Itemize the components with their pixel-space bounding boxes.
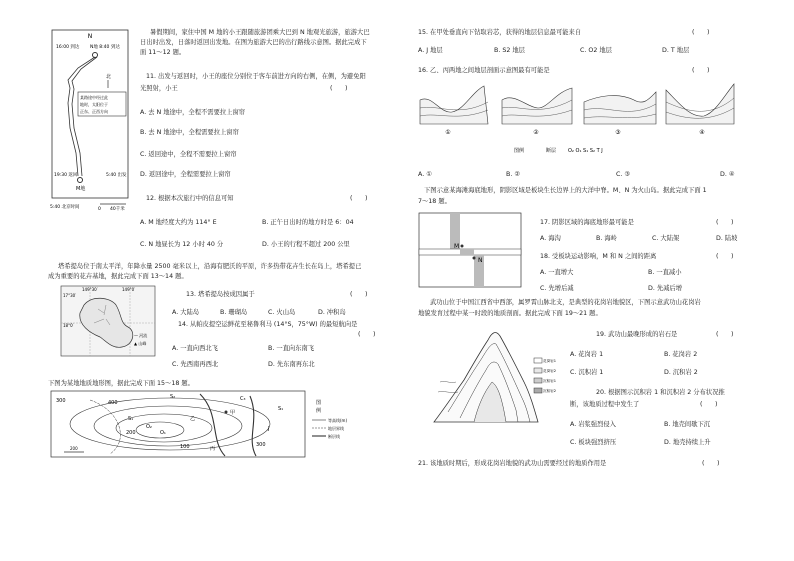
q20-stem: 20. 根据图示沉积岩 1 和沉积岩 2 分布状况推 (596, 389, 725, 396)
q17-option-b[interactable]: B. 海岭 (596, 235, 617, 242)
svg-text:300: 300 (256, 442, 266, 448)
q14-stem: 14. 从帕皮提空运鲜花至秘鲁利马 (14°S，75°W) 的最短航向是 (178, 321, 358, 328)
q11-stem-2: 光照射，小王 (140, 85, 178, 92)
granite-section (430, 322, 558, 426)
q14-option-a[interactable]: A. 一直向西北飞 (172, 345, 218, 352)
q11-option-a[interactable]: A. 去 N 地途中，全程不需要拉上窗帘 (140, 109, 246, 116)
q19-stem: 19. 武功山最晚形成的岩石是 (596, 331, 678, 338)
svg-text:40千米: 40千米 (110, 207, 125, 212)
svg-text:O₁: O₁ (160, 430, 166, 436)
q18-option-a[interactable]: A. 一直增大 (540, 269, 574, 276)
q18-stem: 18. 受板块运动影响，M 和 N 之间的距离 (540, 253, 657, 260)
q12-option-b[interactable]: B. 正午日出时的地方时是 6：04 (262, 219, 354, 226)
svg-text:断层线: 断层线 (328, 434, 340, 439)
q13-option-b[interactable]: B. 珊瑚岛 (220, 309, 248, 316)
q11-option-c[interactable]: C. 返回途中，全程不需要拉上窗帘 (140, 151, 237, 158)
island-map (60, 283, 156, 357)
sea-intro-2: 7～18 题。 (418, 198, 451, 205)
seafloor-map (418, 212, 522, 288)
svg-text:M: M (454, 243, 460, 250)
q19-option-a[interactable]: A. 花岗岩 1 (570, 351, 604, 358)
q15-paren: ( ) (692, 29, 710, 36)
profile-3 (584, 92, 656, 136)
q11-option-b[interactable]: B. 去 N 地途中，全程需要拉上窗帘 (140, 129, 239, 136)
svg-text:地层界线: 地层界线 (328, 426, 344, 431)
svg-text:例: 例 (316, 408, 322, 414)
svg-text:花岗岩1: 花岗岩1 (543, 359, 557, 363)
q17-option-a[interactable]: A. 海沟 (540, 235, 561, 242)
intro-line-2: 日出时出发，日落时返回出发地。在图为旅游大巴的出行路线示意图。据此完成下 (140, 39, 367, 46)
q20-option-d[interactable]: D. 地壳持续上升 (664, 439, 711, 446)
svg-text:200: 200 (126, 430, 136, 436)
q17-stem: 17. 阴影区域的海底地形最可能是 (540, 219, 634, 226)
profile-1 (420, 86, 488, 136)
svg-text:北: 北 (106, 74, 112, 80)
geologic-map (50, 390, 368, 460)
svg-text:200: 200 (70, 446, 78, 451)
svg-text:19:30 返回: 19:30 返回 (54, 173, 78, 178)
q16-paren: ( ) (692, 67, 710, 74)
q18-paren: ( ) (716, 253, 734, 260)
svg-text:图例: 图例 (514, 148, 525, 154)
q16-option-a[interactable]: A. ① (418, 171, 432, 178)
svg-text:花岗岩2: 花岗岩2 (543, 369, 557, 373)
svg-text:J: J (268, 426, 270, 432)
q21-stem: 21. 该地质时期后，形成花岗岩地貌的武功山需要经过的地质作用是 (418, 460, 607, 467)
q14-option-b[interactable]: B. 一直向东南飞 (268, 345, 315, 352)
q18-option-c[interactable]: C. 先增后减 (540, 285, 574, 292)
intro-line-1: 暑假期间，家住中国 M 地的小王跟随旅游团乘大巴到 N 地观光旅游，旅游大巴 (150, 29, 370, 36)
q20-option-c[interactable]: C. 板块强烈挤压 (570, 439, 617, 446)
q18-option-d[interactable]: D. 先减后增 (648, 285, 683, 292)
q20-option-a[interactable]: A. 岩浆强烈侵入 (570, 421, 616, 428)
profile-2 (502, 88, 572, 136)
q12-stem: 12. 根据本次旅行中的信息可知 (146, 195, 234, 202)
q14-paren: ( ) (358, 331, 376, 338)
svg-text:16:00 到达: 16:00 到达 (56, 45, 80, 50)
q13-stem: 13. 塔希提岛按成因属于 (186, 291, 255, 298)
q12-option-a[interactable]: A. M 地经度大约为 114° E (140, 219, 217, 226)
svg-text:正东、正西方向: 正东、正西方向 (80, 109, 108, 114)
q19-paren: ( ) (716, 331, 734, 338)
q12-option-d[interactable]: D. 小王的行程不超过 200 公里 (262, 241, 350, 248)
q20-paren: ( ) (700, 401, 718, 408)
svg-text:N: N (478, 257, 483, 264)
island-intro-2: 成为重要的花卉基地，据此完成下面 13～14 题。 (48, 273, 188, 280)
svg-text:O₂ O₁ S₁ S₂ T J: O₂ O₁ S₁ S₂ T J (568, 148, 603, 154)
svg-text:等高线(m): 等高线(m) (328, 418, 348, 423)
q17-paren: ( ) (716, 219, 734, 226)
q12-option-c[interactable]: C. N 地昼长为 12 小时 40 分 (140, 241, 224, 248)
q13-option-a[interactable]: A. 大陆岛 (172, 309, 200, 316)
svg-text:沉积岩1: 沉积岩1 (543, 379, 557, 383)
q13-option-d[interactable]: D. 冲积岛 (318, 309, 346, 316)
q21-paren: ( ) (702, 460, 720, 467)
svg-text:断层: 断层 (546, 148, 557, 154)
svg-text:C₃: C₃ (240, 396, 246, 402)
svg-text:18°0′: 18°0′ (63, 323, 74, 328)
q12-paren: ( ) (350, 195, 368, 202)
q19-option-b[interactable]: B. 花岗岩 2 (664, 351, 698, 358)
svg-text:①: ① (445, 129, 451, 136)
island-intro-1: 塔希提岛位于南太平洋，年降水量 2500 毫米以上，沿海有肥沃的平原，许多热带花卉生长在岛上，塔希提已 (58, 263, 362, 270)
wuyi-intro-1: 武功山位于中国江西省中西部，属罗霄山脉北支，是典型的花岗岩地貌区，下图示意武功山花岗岩 (430, 299, 701, 306)
svg-text:S₁: S₁ (128, 416, 134, 422)
svg-text:N地 8:40 到达: N地 8:40 到达 (90, 45, 120, 50)
svg-text:S₂: S₂ (170, 394, 176, 400)
svg-text:▲ 山峰: ▲ 山峰 (134, 341, 147, 346)
q15-option-d[interactable]: D. T 地层 (662, 47, 690, 54)
cross-section-options (418, 78, 736, 164)
q17-option-c[interactable]: C. 大陆架 (652, 235, 680, 242)
svg-text:149°30′: 149°30′ (82, 287, 98, 292)
q19-option-d[interactable]: D. 沉积岩 2 (664, 369, 698, 376)
q15-option-c[interactable]: C. O2 地层 (580, 47, 612, 54)
q13-option-c[interactable]: C. 火山岛 (268, 309, 296, 316)
svg-text:②: ② (533, 129, 539, 136)
q16-stem: 16. 乙、丙两地之间地层剖面示意图最有可能是 (418, 67, 550, 74)
q17-option-d[interactable]: D. 陆坡 (716, 235, 738, 242)
svg-text:100: 100 (180, 444, 190, 450)
svg-text:某路途中经过此: 某路途中经过此 (80, 95, 108, 100)
q16-option-c[interactable]: C. ③ (616, 171, 631, 178)
q16-option-b[interactable]: B. ② (506, 171, 520, 178)
geo-intro: 下图为某地地质地形图，据此完成下面 15～18 题。 (48, 380, 194, 387)
q19-option-c[interactable]: C. 沉积岩 1 (570, 369, 604, 376)
svg-text:③: ③ (615, 129, 621, 136)
svg-text:400: 400 (108, 400, 118, 406)
svg-text:④: ④ (699, 129, 705, 136)
svg-text:300: 300 (56, 398, 66, 404)
svg-text:地时，太阳位于: 地时，太阳位于 (80, 102, 108, 107)
intro-line-3: 面 11～12 题。 (140, 49, 186, 56)
q20-stem-2: 断，该地质过程中发生了 (570, 401, 640, 408)
svg-text:17°30′: 17°30′ (63, 293, 77, 298)
svg-text:S₁: S₁ (278, 406, 284, 412)
q16-option-d[interactable]: D. ④ (720, 171, 735, 178)
q20-option-b[interactable]: B. 地壳间歇下沉 (664, 421, 711, 428)
svg-text:0: 0 (98, 207, 101, 212)
q14-option-d[interactable]: D. 先东南再东北 (268, 361, 315, 368)
q14-option-c[interactable]: C. 先西南再西北 (172, 361, 219, 368)
q11-option-d[interactable]: D. 返回途中，全程需要拉上窗帘 (140, 171, 231, 178)
q18-option-b[interactable]: B. 一直减小 (648, 269, 682, 276)
svg-text:沉积岩2: 沉积岩2 (543, 389, 557, 393)
q15-option-a[interactable]: A. J 地层 (418, 47, 443, 54)
north-letter: N (87, 33, 93, 40)
wuyi-intro-2: 地貌发育过程中某一时段的地质剖面。据此完成下面 19～21 题。 (418, 310, 602, 317)
q11-stem: 11. 出发与返回时，小王的座位分别位于客车前进方向的右侧，在侧，为避免阳 (146, 73, 366, 80)
q15-option-b[interactable]: B. S2 地层 (494, 47, 525, 54)
profile-4 (666, 84, 734, 136)
q11-paren: ( ) (330, 85, 348, 92)
svg-text:149°0′: 149°0′ (122, 287, 136, 292)
route-map (48, 28, 132, 218)
svg-text:5:40 出发: 5:40 出发 (106, 173, 127, 178)
q13-paren: ( ) (350, 291, 368, 298)
q15-stem: 15. 在甲处垂直向下钻取岩芯，获得的地层信息最可能来自 (418, 29, 582, 36)
svg-text:M地: M地 (76, 186, 86, 192)
svg-text:甲: 甲 (230, 410, 236, 416)
svg-text:图: 图 (316, 400, 322, 406)
svg-text:丙: 丙 (210, 446, 216, 452)
svg-text:乙: 乙 (190, 416, 196, 422)
svg-text:O₂: O₂ (146, 424, 152, 430)
svg-text:— 河流: — 河流 (134, 333, 148, 338)
sea-intro-1: 下图示意某海滩海底地形，阴影区域是板块生长边界上的大洋中脊。M、N 为火山岛。据此完成下面 1 (424, 187, 707, 194)
svg-text:5:40 北京时间: 5:40 北京时间 (50, 205, 80, 210)
